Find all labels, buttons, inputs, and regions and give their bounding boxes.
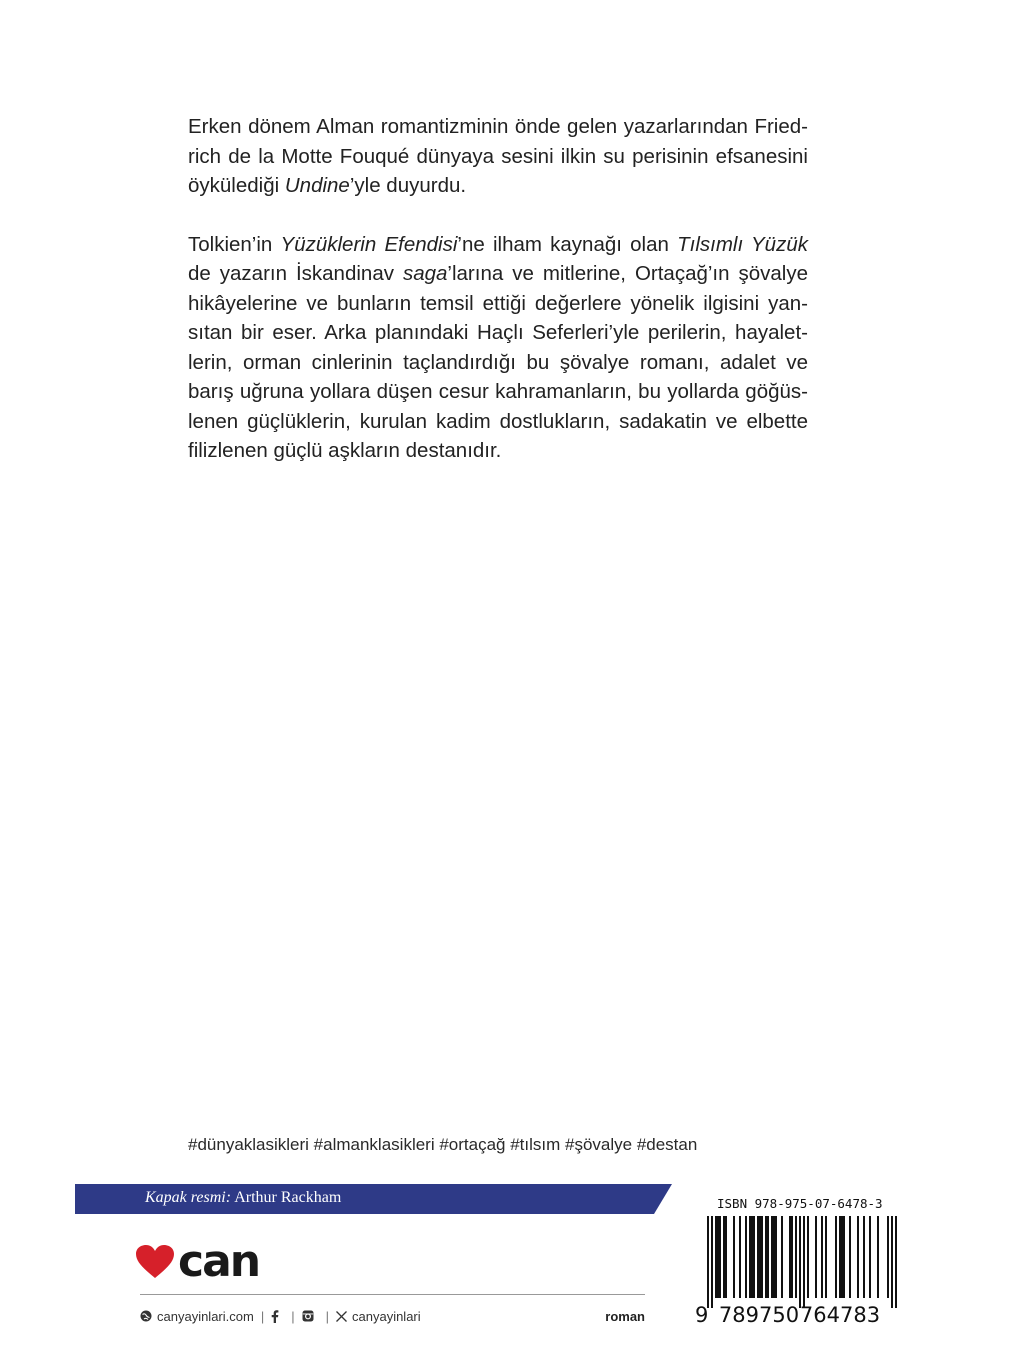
- barcode-bar: [715, 1216, 717, 1298]
- back-cover-blurb: [188, 112, 808, 495]
- barcode-bar: [857, 1216, 859, 1298]
- heart-icon: [136, 1245, 174, 1279]
- globe-icon: [140, 1310, 152, 1322]
- blurb-paragraph-1: [188, 112, 808, 201]
- barcode-bar: [803, 1216, 805, 1308]
- barcode-bar: [841, 1216, 843, 1298]
- blurb-paragraph-2: [188, 230, 808, 466]
- separator: |: [325, 1308, 329, 1324]
- logo-wordmark: can: [178, 1236, 260, 1287]
- blurb-title-book: Tılsımlı Yüzük: [677, 232, 808, 256]
- barcode-bar: [775, 1216, 777, 1298]
- blurb-text: ’ne ilham kaynağı olan: [457, 232, 678, 256]
- barcode-bar: [869, 1216, 871, 1298]
- genre-label: roman: [605, 1308, 645, 1324]
- barcode-bar: [767, 1216, 769, 1298]
- barcode-bar: [739, 1216, 741, 1298]
- isbn-label: ISBN 978-975-07-6478-3: [717, 1196, 883, 1211]
- barcode-bar: [757, 1216, 759, 1298]
- barcode-bar: [795, 1216, 797, 1298]
- barcode-bar: [791, 1216, 793, 1298]
- credit-label: Kapak resmi:: [145, 1189, 232, 1206]
- barcode-bar: [733, 1216, 735, 1298]
- barcode-digits-right: 764783: [799, 1303, 881, 1327]
- social-handle[interactable]: canyayinlari: [352, 1308, 421, 1324]
- publisher-logo: [136, 1236, 260, 1287]
- barcode-bar: [863, 1216, 865, 1298]
- barcode-bar: [895, 1216, 897, 1308]
- barcode-bar: [761, 1216, 763, 1298]
- barcode-bar: [771, 1216, 773, 1298]
- barcode-bar: [825, 1216, 827, 1298]
- blurb-title-undine: Undine: [284, 174, 350, 197]
- barcode-bar: [745, 1216, 747, 1298]
- separator: |: [291, 1308, 295, 1324]
- barcode-bar: [717, 1216, 719, 1298]
- barcode-bar: [753, 1216, 755, 1298]
- footer-divider: [140, 1294, 645, 1295]
- barcode-bar: [815, 1216, 817, 1298]
- x-icon[interactable]: [336, 1311, 347, 1322]
- barcode-bar: [781, 1216, 783, 1298]
- barcode-digits-left: 789750: [718, 1303, 800, 1327]
- barcode-bar: [821, 1216, 823, 1298]
- barcode-bar: [725, 1216, 727, 1298]
- barcode-bar: [711, 1216, 713, 1308]
- barcode-bar: [835, 1216, 837, 1298]
- blurb-text: de yazarın İskandinav: [188, 262, 403, 285]
- barcode-bar: [839, 1216, 841, 1298]
- barcode-bar: [707, 1216, 709, 1308]
- barcode-bar: [773, 1216, 775, 1298]
- barcode-bar: [765, 1216, 767, 1298]
- publisher-footer: [140, 1305, 645, 1327]
- cover-credit-band: [75, 1184, 675, 1214]
- barcode-bar: [759, 1216, 761, 1298]
- credit-artist: Arthur Rackham: [234, 1189, 342, 1206]
- blurb-text: ’yle duyurdu.: [349, 174, 467, 197]
- barcode-bar: [843, 1216, 845, 1298]
- barcode-bar: [877, 1216, 879, 1298]
- blurb-text: ’larına ve mitlerine, Ortaçağ’ın şövalye hikâyelerine ve bunların temsil ettiği değerlere yönelik ilgisini yansıtan bir eser. Arka planındaki Haçlı Seferleri’yle perilerin, hayaletlerin, orman cinlerinin taçlandırdığı bu şövalye romanı, adalet ve barış uğruna yollara düşen cesur kahramanların, bu yollarda göğüslenen güçlüklerin, kurulan kadim dostlukların, sadakatin ve elbette filizlenen güçlü aşkların destanıdır.: [188, 262, 808, 462]
- barcode-bar: [891, 1216, 893, 1308]
- barcode-bar: [849, 1216, 851, 1298]
- facebook-icon[interactable]: [271, 1310, 279, 1323]
- barcode-bars: [707, 1216, 897, 1308]
- barcode-bar: [887, 1216, 889, 1298]
- instagram-icon[interactable]: [302, 1310, 314, 1322]
- barcode-digit-first: 9: [695, 1303, 709, 1327]
- separator: |: [260, 1308, 265, 1324]
- barcode-bar: [789, 1216, 791, 1298]
- barcode-bar: [719, 1216, 721, 1298]
- blurb-text: Erken dönem Alman romantizminin önde gelen yazarlarından Friedrich de la Motte Fouqué dünyaya sesini ilkin su perisinin efsanesini öykülediği: [188, 115, 808, 197]
- barcode-bar: [749, 1216, 751, 1298]
- barcode-bar: [807, 1216, 809, 1298]
- blurb-text: Tolkien’in: [188, 232, 281, 256]
- website-link[interactable]: canyayinlari.com: [157, 1308, 254, 1324]
- blurb-title-lotr: Yüzüklerin Efendisi: [280, 232, 458, 256]
- isbn-barcode: [690, 1214, 900, 1329]
- barcode-bar: [723, 1216, 725, 1298]
- barcode-bar: [751, 1216, 753, 1298]
- blurb-term-saga: saga: [402, 262, 448, 285]
- hashtags: #dünyaklasikleri #almanklasikleri #ortaçağ #tılsım #şövalye #destan: [188, 1135, 698, 1154]
- barcode-bar: [799, 1216, 801, 1308]
- cover-credit: [145, 1189, 341, 1207]
